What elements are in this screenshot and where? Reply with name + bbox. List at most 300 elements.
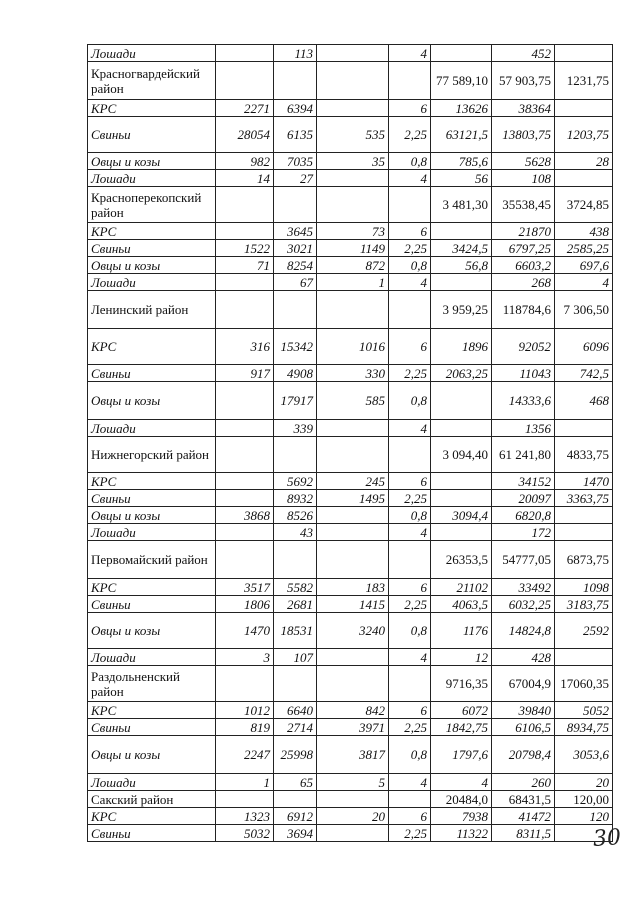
value-cell: 428 [492, 649, 555, 666]
value-cell: 3868 [216, 507, 274, 524]
table-row [88, 117, 613, 153]
value-cell: 13626 [431, 100, 492, 117]
value-cell: 3021 [274, 240, 317, 257]
value-cell: 4 [389, 274, 431, 291]
value-cell: 4063,5 [431, 596, 492, 613]
value-cell: 67004,9 [492, 666, 555, 702]
value-cell: 1 [216, 774, 274, 791]
value-cell: 6873,75 [555, 541, 613, 579]
value-cell: 0,8 [389, 153, 431, 170]
value-cell [216, 791, 274, 808]
value-cell: 33492 [492, 579, 555, 596]
value-cell: 245 [317, 473, 389, 490]
value-cell: 17060,35 [555, 666, 613, 702]
value-cell: 438 [555, 223, 613, 240]
value-cell: 8932 [274, 490, 317, 507]
table-row [88, 329, 613, 365]
value-cell [317, 437, 389, 473]
region-name-cell: Нижнегорский район [88, 437, 216, 473]
value-cell: 3971 [317, 719, 389, 736]
value-cell: 77 589,10 [431, 62, 492, 100]
value-cell: 11043 [492, 365, 555, 382]
value-cell [317, 825, 389, 842]
value-cell [317, 291, 389, 329]
region-name-cell: Раздольненский район [88, 666, 216, 702]
value-cell: 6 [389, 329, 431, 365]
value-cell: 6797,25 [492, 240, 555, 257]
category-cell: Свиньи [88, 596, 216, 613]
value-cell: 3724,85 [555, 187, 613, 223]
value-cell [555, 45, 613, 62]
category-cell: КРС [88, 473, 216, 490]
table-row [88, 649, 613, 666]
value-cell: 15342 [274, 329, 317, 365]
value-cell: 4 [389, 420, 431, 437]
value-cell: 3240 [317, 613, 389, 649]
value-cell [555, 420, 613, 437]
value-cell [431, 490, 492, 507]
value-cell: 982 [216, 153, 274, 170]
value-cell: 8311,5 [492, 825, 555, 842]
table-row [88, 507, 613, 524]
value-cell: 118784,6 [492, 291, 555, 329]
value-cell [274, 187, 317, 223]
region-row [88, 187, 613, 223]
value-cell: 35 [317, 153, 389, 170]
category-cell: КРС [88, 808, 216, 825]
value-cell [274, 791, 317, 808]
value-cell: 3517 [216, 579, 274, 596]
value-cell: 6 [389, 473, 431, 490]
value-cell: 2063,25 [431, 365, 492, 382]
value-cell: 11322 [431, 825, 492, 842]
value-cell: 1231,75 [555, 62, 613, 100]
value-cell: 73 [317, 223, 389, 240]
value-cell: 20 [317, 808, 389, 825]
value-cell: 2,25 [389, 240, 431, 257]
category-cell: КРС [88, 702, 216, 719]
category-cell: Свиньи [88, 825, 216, 842]
value-cell [431, 223, 492, 240]
table-body [88, 45, 613, 842]
value-cell: 21870 [492, 223, 555, 240]
value-cell: 38364 [492, 100, 555, 117]
value-cell: 0,8 [389, 613, 431, 649]
value-cell: 2714 [274, 719, 317, 736]
value-cell: 316 [216, 329, 274, 365]
value-cell [555, 524, 613, 541]
value-cell: 1356 [492, 420, 555, 437]
table-row [88, 473, 613, 490]
value-cell: 20097 [492, 490, 555, 507]
category-cell: Овцы и козы [88, 382, 216, 420]
value-cell: 330 [317, 365, 389, 382]
value-cell: 56,8 [431, 257, 492, 274]
value-cell: 3363,75 [555, 490, 613, 507]
value-cell: 14333,6 [492, 382, 555, 420]
category-cell: КРС [88, 223, 216, 240]
value-cell: 1149 [317, 240, 389, 257]
table-row [88, 420, 613, 437]
value-cell [216, 223, 274, 240]
value-cell: 697,6 [555, 257, 613, 274]
table-row [88, 274, 613, 291]
value-cell [389, 791, 431, 808]
value-cell: 57 903,75 [492, 62, 555, 100]
category-cell: Свиньи [88, 490, 216, 507]
value-cell: 41472 [492, 808, 555, 825]
value-cell: 107 [274, 649, 317, 666]
value-cell: 6 [389, 808, 431, 825]
value-cell: 4 [389, 170, 431, 187]
value-cell: 54777,05 [492, 541, 555, 579]
value-cell: 4 [389, 649, 431, 666]
table-row [88, 382, 613, 420]
value-cell: 872 [317, 257, 389, 274]
value-cell [216, 666, 274, 702]
value-cell: 2271 [216, 100, 274, 117]
value-cell [555, 649, 613, 666]
table-row [88, 490, 613, 507]
value-cell: 1797,6 [431, 736, 492, 774]
value-cell: 4 [431, 774, 492, 791]
value-cell: 2592 [555, 613, 613, 649]
value-cell [431, 524, 492, 541]
value-cell [317, 62, 389, 100]
value-cell [274, 666, 317, 702]
table-row [88, 45, 613, 62]
category-cell: Лошади [88, 274, 216, 291]
table-row [88, 365, 613, 382]
value-cell: 28 [555, 153, 613, 170]
value-cell: 67 [274, 274, 317, 291]
value-cell: 6106,5 [492, 719, 555, 736]
value-cell [317, 524, 389, 541]
value-cell: 4 [389, 45, 431, 62]
value-cell [389, 291, 431, 329]
value-cell: 1896 [431, 329, 492, 365]
value-cell: 68431,5 [492, 791, 555, 808]
value-cell: 4833,75 [555, 437, 613, 473]
value-cell [317, 187, 389, 223]
value-cell: 6603,2 [492, 257, 555, 274]
value-cell: 6 [389, 223, 431, 240]
category-cell: КРС [88, 579, 216, 596]
value-cell: 120 [555, 808, 613, 825]
value-cell: 4 [389, 774, 431, 791]
value-cell: 6820,8 [492, 507, 555, 524]
value-cell: 8254 [274, 257, 317, 274]
value-cell [317, 100, 389, 117]
region-row [88, 666, 613, 702]
region-name-cell: Ленинский район [88, 291, 216, 329]
value-cell [216, 541, 274, 579]
value-cell: 6135 [274, 117, 317, 153]
table-row [88, 613, 613, 649]
value-cell [216, 62, 274, 100]
region-name-cell: Сакский район [88, 791, 216, 808]
category-cell: Свиньи [88, 240, 216, 257]
value-cell: 18531 [274, 613, 317, 649]
value-cell: 0,8 [389, 382, 431, 420]
region-row [88, 791, 613, 808]
region-row [88, 437, 613, 473]
value-cell: 3 [216, 649, 274, 666]
value-cell: 113 [274, 45, 317, 62]
value-cell: 1203,75 [555, 117, 613, 153]
value-cell: 61 241,80 [492, 437, 555, 473]
value-cell: 1522 [216, 240, 274, 257]
table-row [88, 579, 613, 596]
value-cell [317, 541, 389, 579]
category-cell: Овцы и козы [88, 257, 216, 274]
value-cell: 585 [317, 382, 389, 420]
category-cell: КРС [88, 329, 216, 365]
value-cell [389, 187, 431, 223]
value-cell [431, 45, 492, 62]
value-cell: 12 [431, 649, 492, 666]
value-cell: 0,8 [389, 507, 431, 524]
value-cell: 6394 [274, 100, 317, 117]
value-cell: 2,25 [389, 825, 431, 842]
value-cell [216, 473, 274, 490]
value-cell: 1806 [216, 596, 274, 613]
value-cell: 5032 [216, 825, 274, 842]
value-cell [431, 420, 492, 437]
value-cell: 785,6 [431, 153, 492, 170]
value-cell [216, 437, 274, 473]
value-cell: 9716,35 [431, 666, 492, 702]
value-cell: 8934,75 [555, 719, 613, 736]
value-cell: 3094,4 [431, 507, 492, 524]
category-cell: Лошади [88, 420, 216, 437]
value-cell: 120,00 [555, 791, 613, 808]
region-row [88, 62, 613, 100]
value-cell: 2585,25 [555, 240, 613, 257]
value-cell [431, 274, 492, 291]
value-cell: 26353,5 [431, 541, 492, 579]
value-cell: 13803,75 [492, 117, 555, 153]
value-cell: 819 [216, 719, 274, 736]
value-cell: 20484,0 [431, 791, 492, 808]
value-cell [317, 170, 389, 187]
category-cell: Овцы и козы [88, 736, 216, 774]
table-row [88, 223, 613, 240]
value-cell: 3053,6 [555, 736, 613, 774]
value-cell: 0,8 [389, 257, 431, 274]
value-cell: 1323 [216, 808, 274, 825]
value-cell: 21102 [431, 579, 492, 596]
value-cell [216, 274, 274, 291]
table-row [88, 825, 613, 842]
value-cell: 2,25 [389, 365, 431, 382]
value-cell [317, 420, 389, 437]
value-cell [389, 666, 431, 702]
table-row [88, 240, 613, 257]
value-cell: 3 959,25 [431, 291, 492, 329]
value-cell: 183 [317, 579, 389, 596]
value-cell: 6 [389, 579, 431, 596]
value-cell: 535 [317, 117, 389, 153]
value-cell: 842 [317, 702, 389, 719]
value-cell [216, 187, 274, 223]
value-cell [431, 382, 492, 420]
category-cell: Овцы и козы [88, 613, 216, 649]
value-cell: 4 [389, 524, 431, 541]
value-cell: 7 306,50 [555, 291, 613, 329]
value-cell [216, 524, 274, 541]
value-cell: 56 [431, 170, 492, 187]
value-cell: 3183,75 [555, 596, 613, 613]
page-number: 30 [592, 825, 622, 852]
value-cell [317, 45, 389, 62]
value-cell: 7938 [431, 808, 492, 825]
value-cell: 468 [555, 382, 613, 420]
value-cell: 339 [274, 420, 317, 437]
value-cell [274, 541, 317, 579]
value-cell: 3817 [317, 736, 389, 774]
value-cell: 71 [216, 257, 274, 274]
value-cell: 1 [317, 274, 389, 291]
value-cell: 1016 [317, 329, 389, 365]
table-row [88, 170, 613, 187]
value-cell: 452 [492, 45, 555, 62]
value-cell: 6 [389, 100, 431, 117]
value-cell: 1415 [317, 596, 389, 613]
value-cell: 6640 [274, 702, 317, 719]
value-cell: 4908 [274, 365, 317, 382]
value-cell [274, 437, 317, 473]
table-row [88, 524, 613, 541]
value-cell [317, 666, 389, 702]
value-cell: 1842,75 [431, 719, 492, 736]
value-cell [216, 490, 274, 507]
table-row [88, 596, 613, 613]
value-cell: 4 [555, 274, 613, 291]
value-cell [389, 541, 431, 579]
livestock-table [87, 44, 613, 842]
value-cell: 1470 [216, 613, 274, 649]
value-cell: 27 [274, 170, 317, 187]
value-cell [555, 100, 613, 117]
value-cell: 43 [274, 524, 317, 541]
category-cell: Овцы и козы [88, 153, 216, 170]
value-cell: 6032,25 [492, 596, 555, 613]
value-cell [431, 473, 492, 490]
value-cell: 1012 [216, 702, 274, 719]
value-cell: 3 094,40 [431, 437, 492, 473]
value-cell: 39840 [492, 702, 555, 719]
category-cell: Свиньи [88, 117, 216, 153]
value-cell [389, 62, 431, 100]
value-cell: 14 [216, 170, 274, 187]
value-cell: 1470 [555, 473, 613, 490]
value-cell: 65 [274, 774, 317, 791]
value-cell: 172 [492, 524, 555, 541]
value-cell [274, 62, 317, 100]
value-cell [216, 45, 274, 62]
value-cell: 34152 [492, 473, 555, 490]
value-cell: 5692 [274, 473, 317, 490]
value-cell: 0,8 [389, 736, 431, 774]
value-cell [317, 791, 389, 808]
value-cell: 8526 [274, 507, 317, 524]
value-cell: 268 [492, 274, 555, 291]
value-cell [555, 170, 613, 187]
region-row [88, 291, 613, 329]
value-cell: 2,25 [389, 490, 431, 507]
category-cell: Лошади [88, 45, 216, 62]
value-cell: 1098 [555, 579, 613, 596]
value-cell: 28054 [216, 117, 274, 153]
table-row [88, 736, 613, 774]
table-row [88, 719, 613, 736]
value-cell: 260 [492, 774, 555, 791]
value-cell: 5052 [555, 702, 613, 719]
value-cell [216, 382, 274, 420]
value-cell: 5582 [274, 579, 317, 596]
value-cell: 6912 [274, 808, 317, 825]
value-cell: 6072 [431, 702, 492, 719]
value-cell [317, 649, 389, 666]
table-row [88, 808, 613, 825]
value-cell: 6 [389, 702, 431, 719]
category-cell: Лошади [88, 170, 216, 187]
table-row [88, 100, 613, 117]
value-cell: 63121,5 [431, 117, 492, 153]
value-cell: 742,5 [555, 365, 613, 382]
value-cell: 3694 [274, 825, 317, 842]
value-cell [216, 420, 274, 437]
value-cell: 6096 [555, 329, 613, 365]
value-cell: 3424,5 [431, 240, 492, 257]
value-cell: 108 [492, 170, 555, 187]
category-cell: Лошади [88, 649, 216, 666]
region-row [88, 541, 613, 579]
category-cell: Лошади [88, 774, 216, 791]
value-cell: 3645 [274, 223, 317, 240]
value-cell: 17917 [274, 382, 317, 420]
table-row [88, 702, 613, 719]
value-cell: 20798,4 [492, 736, 555, 774]
value-cell: 25998 [274, 736, 317, 774]
category-cell: Свиньи [88, 719, 216, 736]
category-cell: КРС [88, 100, 216, 117]
table-row [88, 774, 613, 791]
value-cell: 2,25 [389, 596, 431, 613]
value-cell: 14824,8 [492, 613, 555, 649]
value-cell: 7035 [274, 153, 317, 170]
value-cell: 3 481,30 [431, 187, 492, 223]
region-name-cell: Красногвардейский район [88, 62, 216, 100]
value-cell: 35538,45 [492, 187, 555, 223]
value-cell: 1495 [317, 490, 389, 507]
category-cell: Лошади [88, 524, 216, 541]
value-cell [216, 291, 274, 329]
category-cell: Овцы и козы [88, 507, 216, 524]
value-cell: 5 [317, 774, 389, 791]
value-cell: 2681 [274, 596, 317, 613]
value-cell: 5628 [492, 153, 555, 170]
value-cell [274, 291, 317, 329]
value-cell: 92052 [492, 329, 555, 365]
value-cell [389, 437, 431, 473]
value-cell: 2247 [216, 736, 274, 774]
value-cell: 2,25 [389, 719, 431, 736]
value-cell: 2,25 [389, 117, 431, 153]
value-cell [555, 507, 613, 524]
table-row [88, 153, 613, 170]
